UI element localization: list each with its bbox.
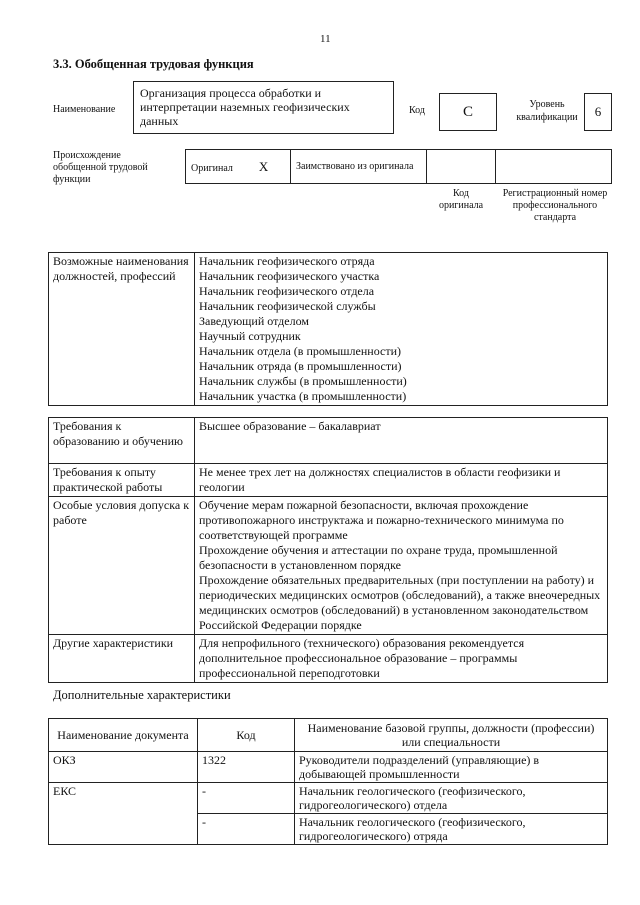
requirement-line: Прохождение обязательных предварительных (при поступлении на работу) и периодических медицинских осмотров (обследований), а также внеочередных медицинских осмотров (обследований) в установленном законодательством Российской Федерации порядке bbox=[199, 573, 601, 632]
additional-table bbox=[48, 718, 608, 845]
borrowed-label: Заимствовано из оригинала bbox=[296, 160, 414, 172]
requirement-line: Обучение мерам пожарной безопасности, включая прохождение противопожарного инструктажа и пожарно-технического минимума по соответствующей программе bbox=[199, 498, 564, 542]
code-value-box: C bbox=[439, 93, 497, 131]
origin-table bbox=[185, 149, 612, 184]
requirement-label: Другие характеристики bbox=[49, 635, 195, 683]
additional-title: Дополнительные характеристики bbox=[53, 688, 231, 702]
original-cell bbox=[186, 150, 291, 184]
page-number: 11 bbox=[320, 33, 331, 45]
code-label: Код bbox=[409, 105, 425, 116]
reg-number-cell bbox=[496, 150, 612, 184]
cell-name: Руководители подразделений (управляющие) в добывающей промышленности bbox=[295, 752, 608, 783]
requirement-label: Требования к образованию и обучению bbox=[49, 418, 195, 464]
level-label: Уровень квалификации bbox=[516, 99, 578, 123]
requirement-line: Прохождение обучения и аттестации по охране труда, промышленной безопасности в установленном порядке bbox=[199, 543, 558, 572]
positions-table bbox=[48, 252, 608, 406]
position-item: Начальник геофизического отдела bbox=[199, 284, 375, 298]
level-value-box: 6 bbox=[584, 93, 612, 131]
name-label: Наименование bbox=[53, 104, 116, 115]
function-name-box: Организация процесса обработки и интерпретации наземных геофизических данных bbox=[133, 81, 394, 134]
requirement-value bbox=[195, 418, 608, 464]
requirement-line: Для непрофильного (технического) образования рекомендуется дополнительное профессиональное образование – программы профессиональной переподготовки bbox=[199, 636, 525, 680]
position-item: Начальник геофизической службы bbox=[199, 299, 376, 313]
requirements-row bbox=[49, 497, 608, 635]
position-item: Начальник геофизического участка bbox=[199, 269, 380, 283]
cell-document: ОКЗ bbox=[49, 752, 198, 783]
table-row bbox=[49, 783, 608, 814]
cell-name: Начальник геологического (геофизического, гидрогеологического) отдела bbox=[295, 783, 608, 814]
requirement-value bbox=[195, 464, 608, 497]
requirement-line: Высшее образование – бакалавриат bbox=[199, 419, 381, 433]
position-item: Начальник отдела (в промышленности) bbox=[199, 344, 401, 358]
header-document: Наименование документа bbox=[49, 719, 198, 752]
requirement-value bbox=[195, 497, 608, 635]
position-item: Заведующий отделом bbox=[199, 314, 309, 328]
section-title: 3.3. Обобщенная трудовая функция bbox=[53, 57, 254, 71]
original-mark: X bbox=[258, 158, 269, 174]
position-item: Начальник участка (в промышленности) bbox=[199, 389, 407, 403]
cell-name: Начальник геологического (геофизического, гидрогеологического) отряда bbox=[295, 814, 608, 845]
position-item: Начальник отряда (в промышленности) bbox=[199, 359, 402, 373]
borrowed-cell bbox=[291, 150, 427, 184]
position-item: Научный сотрудник bbox=[199, 329, 301, 343]
cell-code: - bbox=[198, 814, 295, 845]
code-original-cell bbox=[427, 150, 496, 184]
requirements-row bbox=[49, 464, 608, 497]
requirement-line: Не менее трех лет на должностях специалистов в области геофизики и геологии bbox=[199, 465, 561, 494]
position-item: Начальник службы (в промышленности) bbox=[199, 374, 407, 388]
position-item: Начальник геофизического отряда bbox=[199, 254, 375, 268]
requirements-table bbox=[48, 417, 608, 683]
code-original-label: Код оригинала bbox=[438, 188, 484, 211]
requirement-label: Особые условия допуска к работе bbox=[49, 497, 195, 635]
header-code: Код bbox=[198, 719, 295, 752]
positions-list bbox=[195, 253, 608, 406]
requirement-label: Требования к опыту практической работы bbox=[49, 464, 195, 497]
additional-header-row bbox=[49, 719, 608, 752]
table-row bbox=[49, 752, 608, 783]
header-name: Наименование базовой группы, должности (профессии) или специальности bbox=[295, 719, 608, 752]
requirements-row bbox=[49, 635, 608, 683]
origin-label: Происхождение обобщенной трудовой функции bbox=[53, 150, 148, 185]
requirement-value bbox=[195, 635, 608, 683]
positions-label: Возможные наименования должностей, профессий bbox=[49, 253, 195, 406]
cell-code: - bbox=[198, 783, 295, 814]
original-label: Оригинал bbox=[191, 162, 233, 174]
requirements-row bbox=[49, 418, 608, 464]
cell-document: ЕКС bbox=[49, 783, 198, 845]
cell-code: 1322 bbox=[198, 752, 295, 783]
reg-number-label: Регистрационный номер профессионального стандарта bbox=[502, 188, 608, 223]
